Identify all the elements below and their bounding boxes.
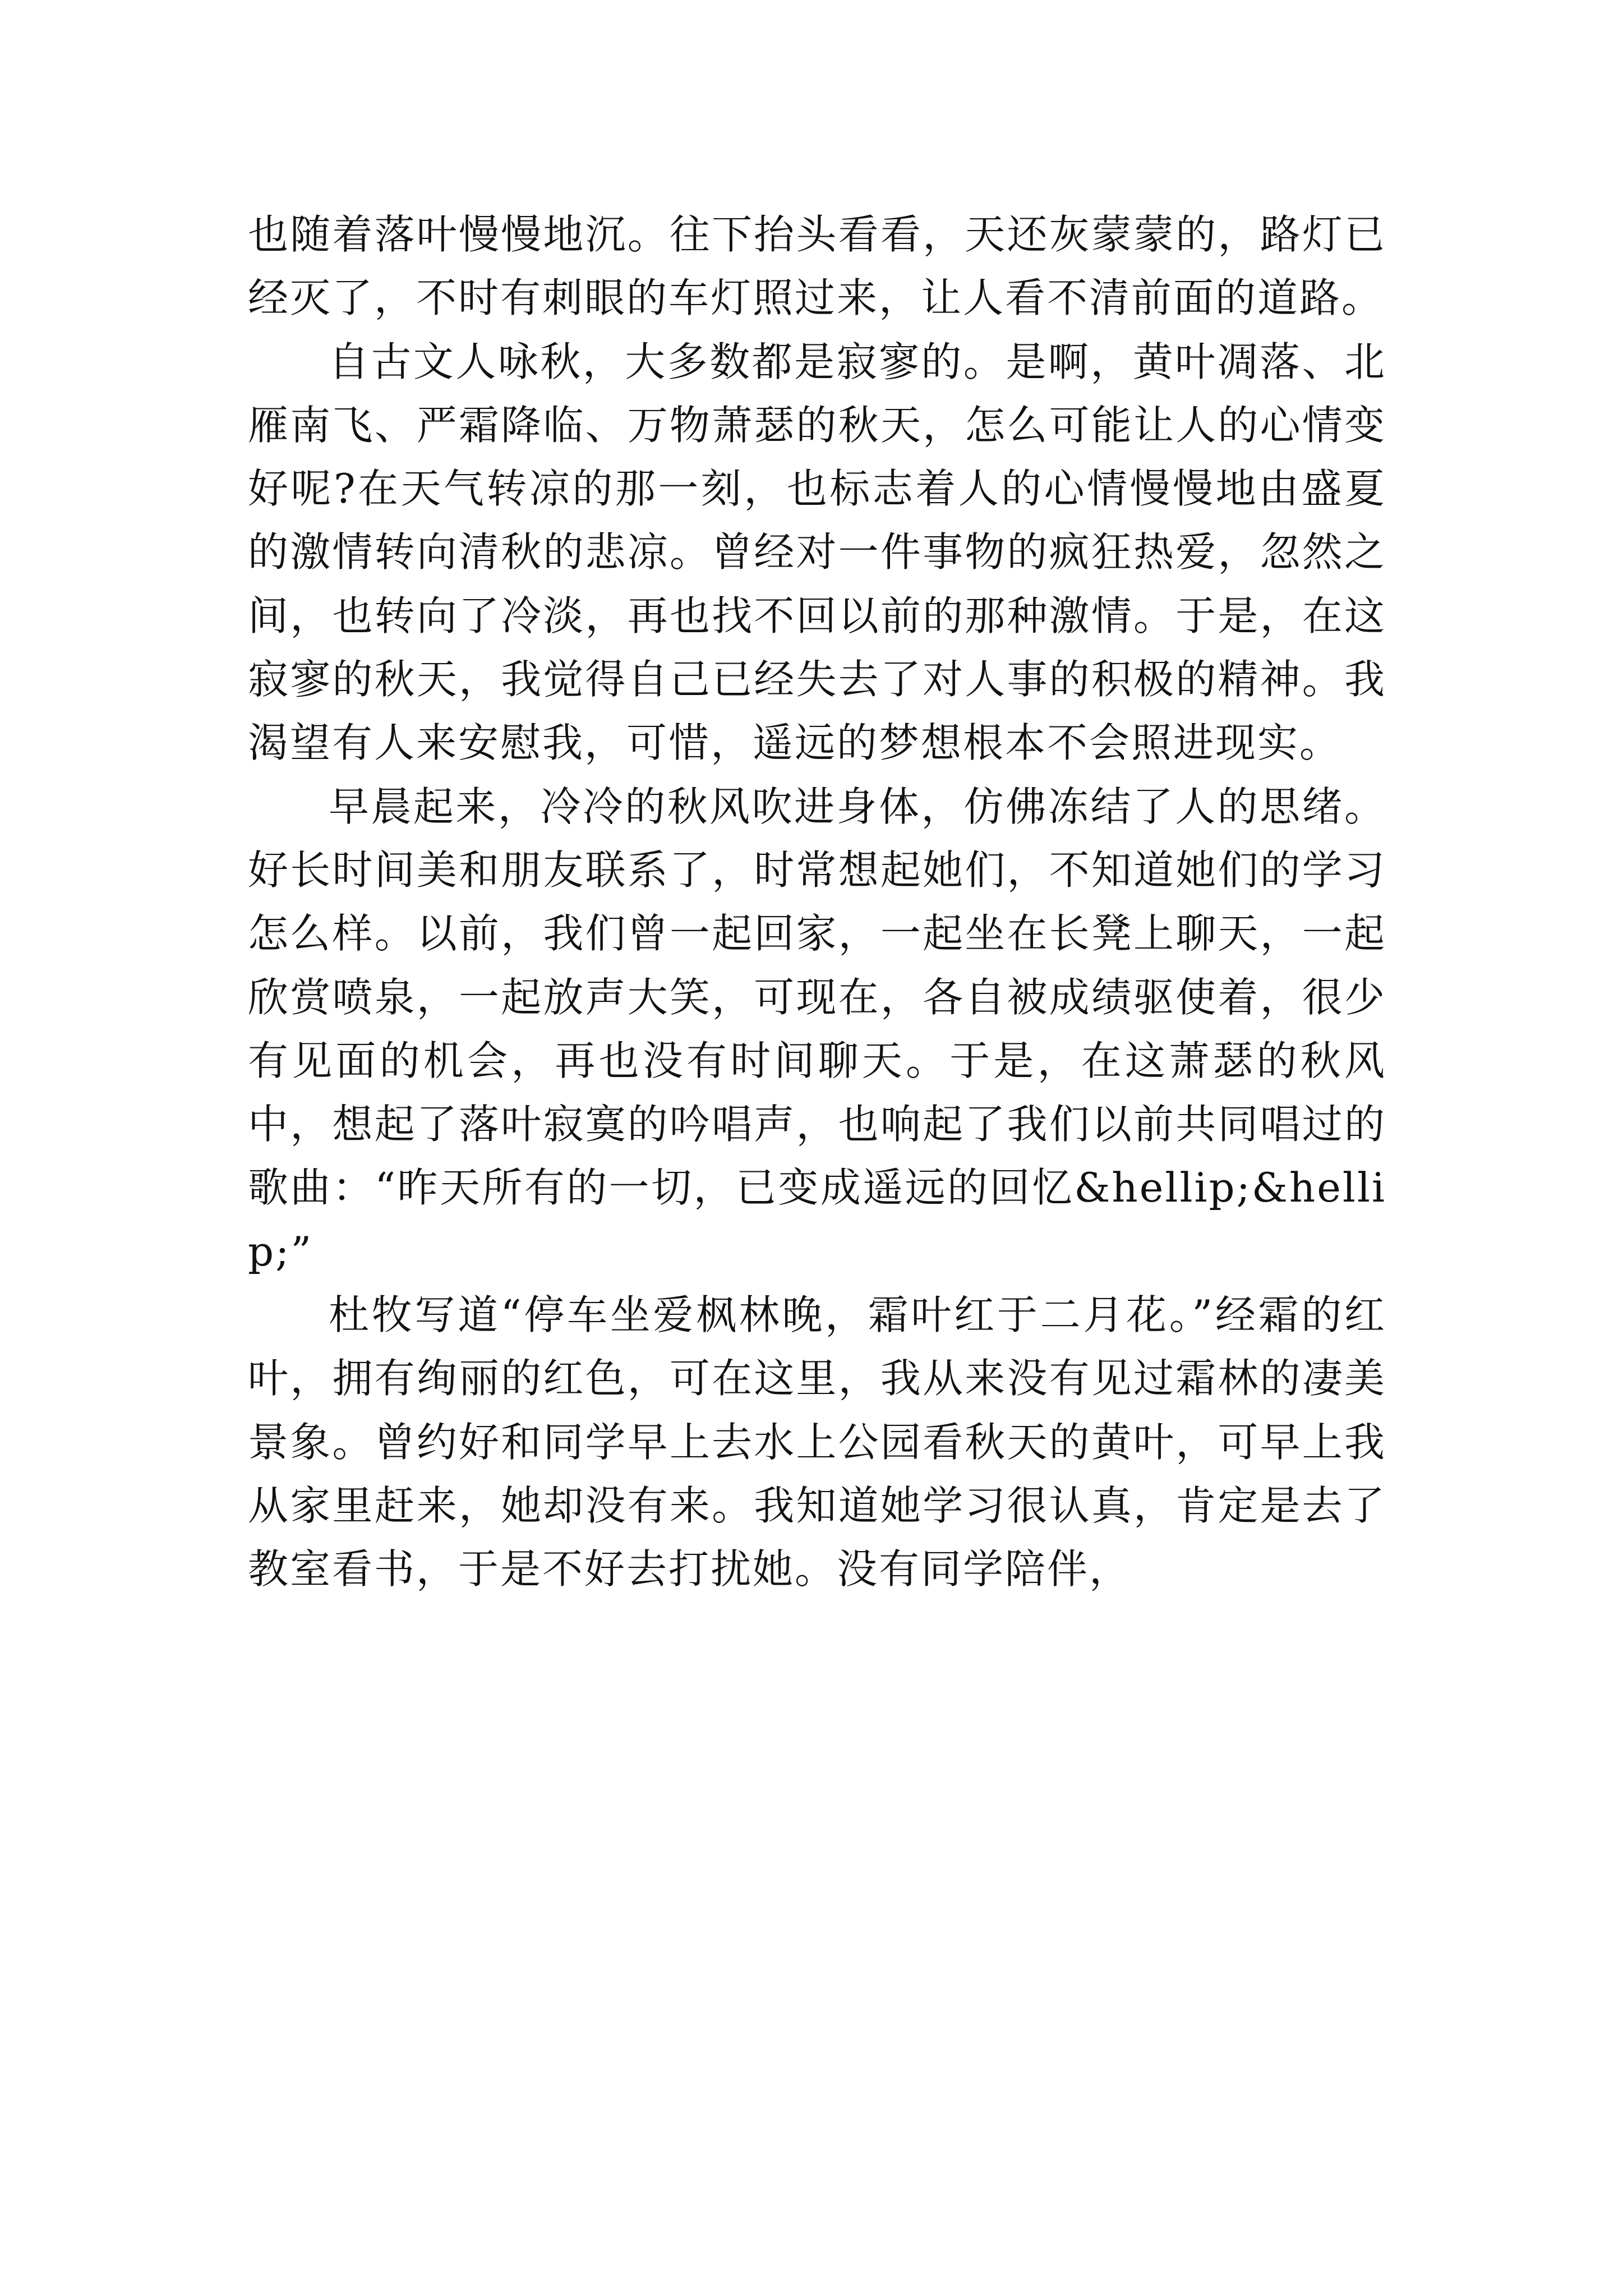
paragraph-1: 也随着落叶慢慢地沉。往下抬头看看，天还灰蒙蒙的，路灯已经灭了，不时有刺眼的车灯照过来，让人看不清前面的道路。	[248, 211, 1386, 322]
document-body	[248, 203, 1386, 1602]
paragraph-4: 杜牧写道“停车坐爱枫林晚，霜叶红于二月花。”经霜的红叶，拥有绚丽的红色，可在这里，我从来没有见过霜林的凄美景象。曾约好和同学早上去水上公园看秋天的黄叶，可早上我从家里赶来，她却没有来。我知道她学习很认真，肯定是去了教室看书，于是不好去打扰她。没有同学陪伴，	[248, 1291, 1386, 1593]
paragraph-2: 自古文人咏秋，大多数都是寂寥的。是啊，黄叶凋落、北雁南飞、严霜降临、万物萧瑟的秋天，怎么可能让人的心情变好呢?在天气转凉的那一刻，也标志着人的心情慢慢地由盛夏的激情转向清秋的悲凉。曾经对一件事物的疯狂热爱，忽然之间，也转向了冷淡，再也找不回以前的那种激情。于是，在这寂寥的秋天，我觉得自己已经失去了对人事的积极的精神。我渴望有人来安慰我，可惜，遥远的梦想根本不会照进现实。	[248, 338, 1386, 767]
paragraph-3: 早晨起来，冷冷的秋风吹进身体，仿佛冻结了人的思绪。好长时间美和朋友联系了，时常想起她们，不知道她们的学习怎么样。以前，我们曾一起回家，一起坐在长凳上聊天，一起欣赏喷泉，一起放声大笑，可现在，各自被成绩驱使着，很少有见面的机会，再也没有时间聊天。于是，在这萧瑟的秋风中，想起了落叶寂寞的吟唱声，也响起了我们以前共同唱过的歌曲：“昨天所有的一切，已变成遥远的回忆&hellip;&hellip;”	[248, 783, 1386, 1275]
